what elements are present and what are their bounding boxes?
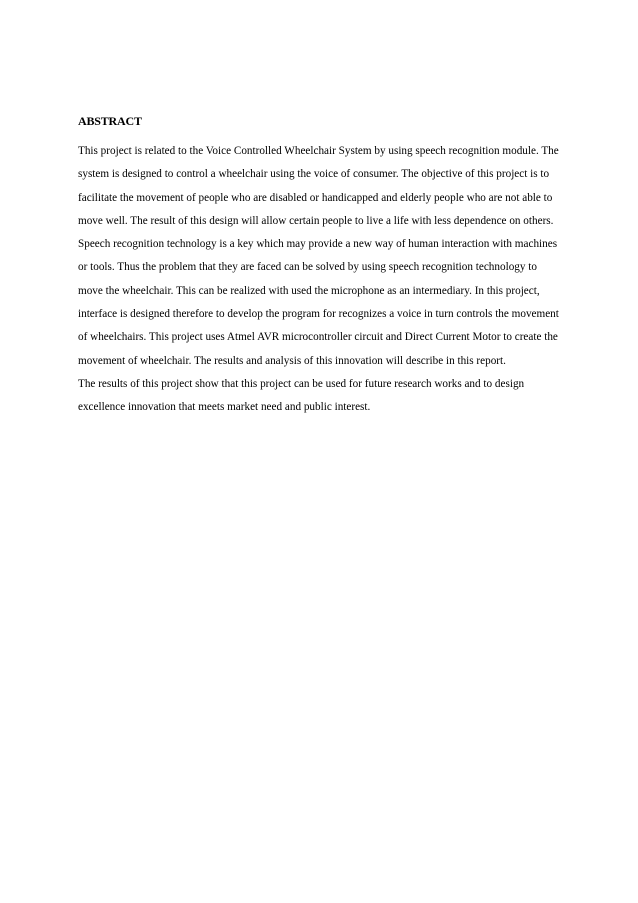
abstract-section	[78, 113, 564, 420]
abstract-paragraph-2: The results of this project show that this project can be used for future research works and to design excellence innovation that meets market need and public interest.	[78, 377, 525, 414]
abstract-paragraph-1: This project is related to the Voice Controlled Wheelchair System by using speech recognition module. The system is designed to control a wheelchair using the voice of consumer. The objective of this project is to facilitate the movement of people who are disabled or handicapped and elderly people who are not able to move well. The result of this design will allow certain people to live a life with less dependence on others. Speech recognition technology is a key which may provide a new way of human interaction with machines or tools. Thus the problem that they are faced can be solved by using speech recognition technology to move the wheelchair. This can be realized with used the microphone as an intermediary. In this project, interface is designed therefore to develop the program for recognizes a voice in turn controls the movement of wheelchairs. This project uses Atmel AVR microcontroller circuit and Direct Current Motor to create the movement of wheelchair. The results and analysis of this innovation will describe in this report.	[78, 145, 559, 367]
abstract-heading: ABSTRACT	[78, 114, 142, 128]
